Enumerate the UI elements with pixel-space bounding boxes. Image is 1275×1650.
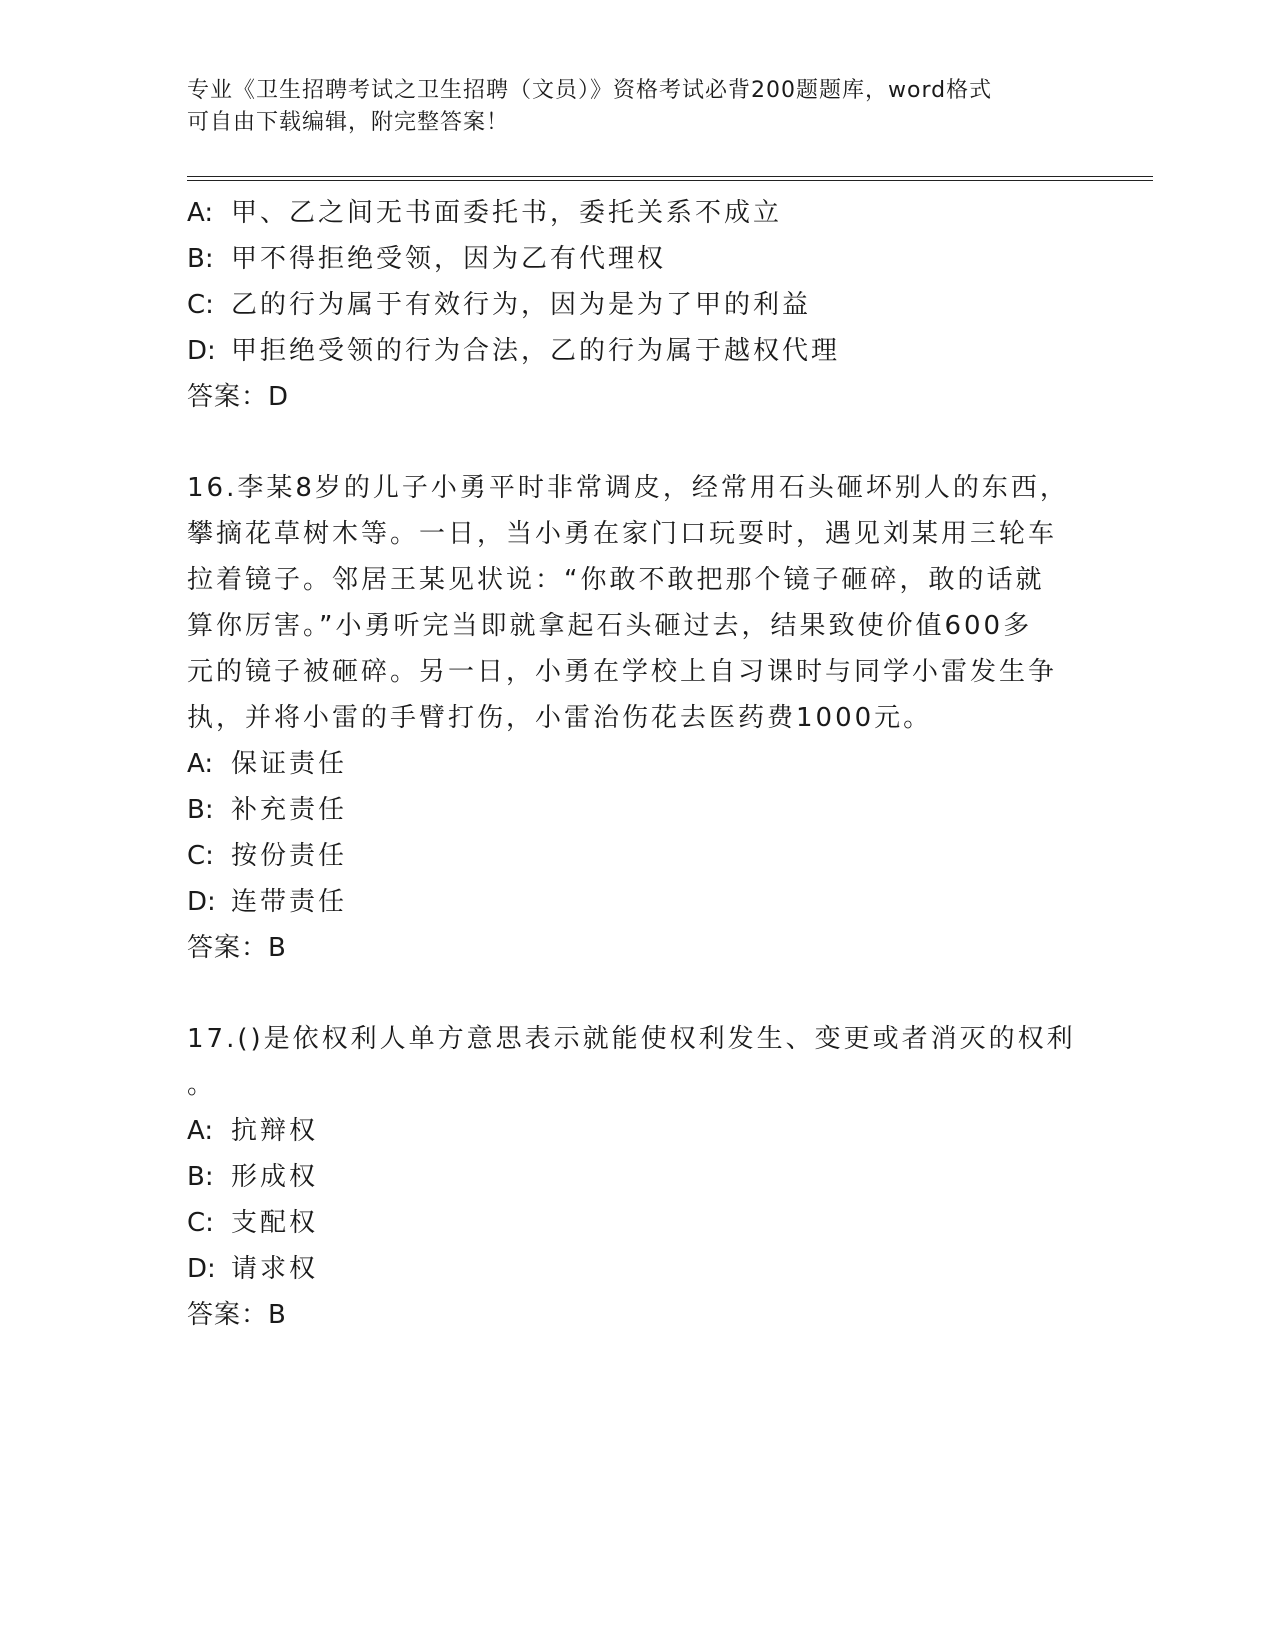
option-d (187, 1246, 1087, 1292)
option-label: D: (187, 1254, 216, 1284)
option-a (187, 190, 1087, 236)
question-16 (187, 465, 1087, 971)
option-c (187, 833, 1087, 879)
option-label: D: (187, 336, 216, 366)
answer-line: 答案：D (187, 382, 290, 412)
option-label: A: (187, 749, 214, 779)
option-text: 抗辩权 (231, 1116, 319, 1146)
option-b (187, 787, 1087, 833)
option-c (187, 1200, 1087, 1246)
stem-line: 算你厉害。”小勇听完当即就拿起石头砸过去，结果致使价值600多 (187, 611, 1033, 641)
option-b (187, 1154, 1087, 1200)
option-label: C: (187, 290, 214, 320)
option-label: B: (187, 1162, 214, 1192)
option-label: B: (187, 795, 214, 825)
stem-line: 攀摘花草树木等。一日，当小勇在家门口玩耍时，遇见刘某用三轮车 (187, 519, 1058, 549)
stem-line: 。 (187, 1070, 217, 1100)
stem-line: 16.李某8岁的儿子小勇平时非常调皮，经常用石头砸坏别人的东西， (187, 473, 1069, 503)
answer-line: 答案：B (187, 1300, 287, 1330)
spacer (187, 420, 1087, 465)
question-list (187, 190, 1087, 1338)
option-c (187, 282, 1087, 328)
stem-line: 拉着镜子。邻居王某见状说：“你敢不敢把那个镜子砸碎，敢的话就 (187, 565, 1045, 595)
question-15 (187, 190, 1087, 420)
stem-line: 执，并将小雷的手臂打伤，小雷治伤花去医药费1000元。 (187, 703, 933, 733)
option-text: 补充责任 (231, 795, 348, 825)
option-label: D: (187, 887, 216, 917)
option-text: 保证责任 (231, 749, 348, 779)
option-text: 形成权 (231, 1162, 319, 1192)
header-divider-top (187, 176, 1153, 177)
option-d (187, 879, 1087, 925)
question-stem (187, 465, 1087, 741)
option-a (187, 1108, 1087, 1154)
stem-line: 元的镜子被砸碎。另一日，小勇在学校上自习课时与同学小雷发生争 (187, 657, 1058, 687)
option-label: C: (187, 1208, 214, 1238)
header-title-line-1: 专业《卫生招聘考试之卫生招聘（文员）》资格考试必背200题题库，word格式 (187, 78, 993, 103)
option-label: A: (187, 198, 214, 228)
option-label: B: (187, 244, 214, 274)
option-label: A: (187, 1116, 214, 1146)
option-text: 请求权 (231, 1254, 319, 1284)
question-17 (187, 1016, 1087, 1338)
option-a (187, 741, 1087, 787)
option-text: 甲拒绝受领的行为合法，乙的行为属于越权代理 (231, 336, 841, 366)
answer-line: 答案：B (187, 933, 287, 963)
question-stem (187, 1016, 1087, 1108)
option-text: 乙的行为属于有效行为，因为是为了甲的利益 (231, 290, 812, 320)
document-header (187, 75, 1087, 139)
option-label: C: (187, 841, 214, 871)
header-divider-bottom (187, 180, 1153, 181)
option-d (187, 328, 1087, 374)
option-b (187, 236, 1087, 282)
option-text: 支配权 (231, 1208, 319, 1238)
option-text: 按份责任 (231, 841, 348, 871)
option-text: 甲、乙之间无书面委托书，委托关系不成立 (231, 198, 783, 228)
stem-line: 17.()是依权利人单方意思表示就能使权利发生、变更或者消灭的权利 (187, 1024, 1076, 1054)
option-text: 连带责任 (231, 887, 348, 917)
option-text: 甲不得拒绝受领，因为乙有代理权 (231, 244, 667, 274)
header-title-line-2: 可自由下载编辑，附完整答案！ (187, 110, 510, 135)
spacer (187, 971, 1087, 1016)
